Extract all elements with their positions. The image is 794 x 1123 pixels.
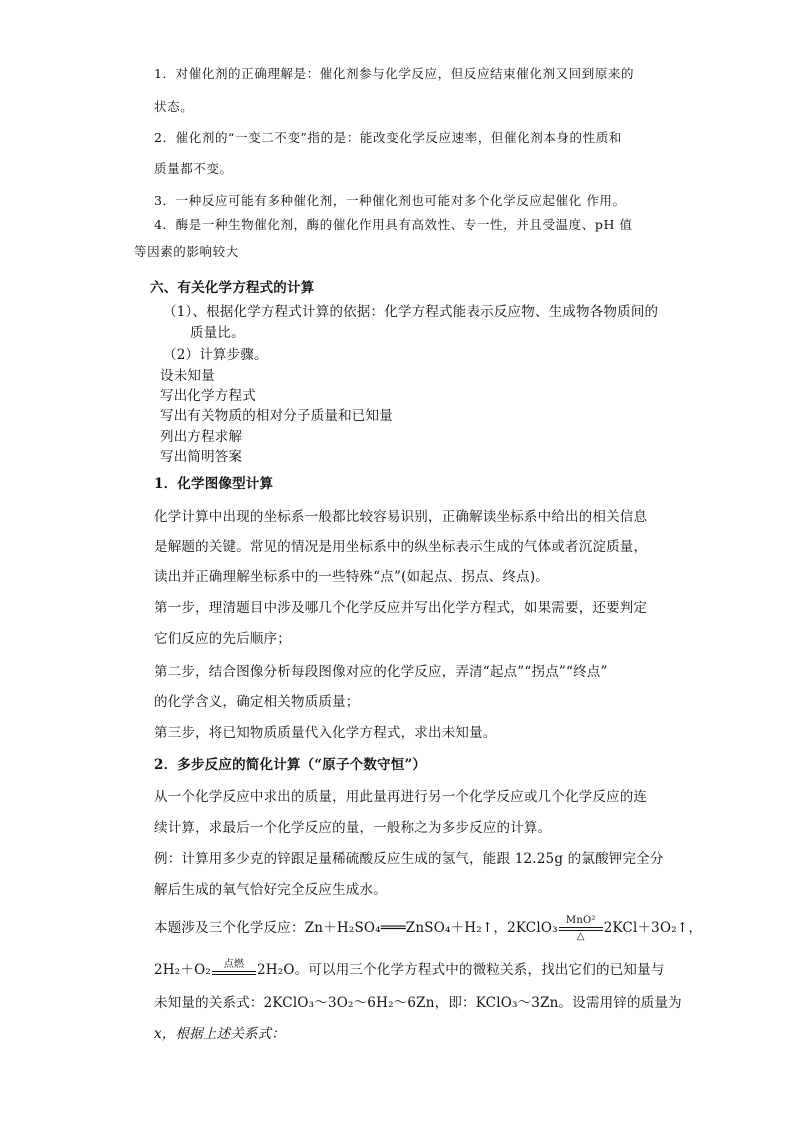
heat-symbol: △ — [576, 931, 585, 942]
calc-step-3: 写出有关物质的相对分子质量和已知量 — [160, 408, 393, 424]
equation-h2-left: 2H₂＋O₂ — [154, 962, 211, 978]
equation-zinc-acid: Zn＋H₂SO₄═══ZnSO₄＋H₂↑， — [304, 920, 508, 936]
multistep-line-1: 从一个化学反应中求出的质量，用此量再进行另一个化学反应或几个化学反应的连 — [154, 789, 648, 805]
multistep-line-4: 解后生成的氧气恰好完全反应生成水。 — [154, 882, 387, 898]
reaction-condition-arrow — [559, 915, 603, 942]
catalyst-point-1-line-2: 状态。 — [154, 99, 194, 114]
graph-calc-line-6: 第二步，结合图像分析每段图像对应的化学反应，弄清“起点”“拐点”“终点” — [154, 664, 608, 680]
catalyst-point-3: 3．一种反应可能有多种催化剂，一种催化剂也可能对多个化学反应起催化 作用。 — [154, 193, 626, 208]
graph-calc-line-8: 第三步，将已知物质质量代入化学方程式，求出未知量。 — [154, 725, 497, 741]
equation-kclo3-left: 2KClO₃ — [507, 920, 558, 936]
relation-line: 未知量的关系式：2KClO₃～3O₂～6H₂～6Zn，即：KClO₃～3Zn。设需用锌的质量为 — [154, 995, 682, 1011]
calc-step-1: 设未知量 — [160, 368, 215, 384]
multistep-heading-note: （“原子个数守恒”） — [300, 757, 427, 773]
calc-step-2: 写出化学方程式 — [160, 388, 256, 404]
catalyst-point-4-line-1: 4．酶是一种生物催化剂，酶的催化作用具有高效性、专一性，并且受温度、pH 值 — [154, 217, 633, 232]
graph-calc-line-4: 第一步，理清题目中涉及哪几个化学反应并写出化学方程式，如果需要，还要判定 — [154, 600, 648, 616]
graph-calc-heading: 1．化学图像型计算 — [154, 476, 274, 492]
last-line — [154, 1024, 285, 1044]
calc-basis-line-2: 质量比。 — [190, 325, 245, 341]
multistep-heading-row — [154, 755, 426, 775]
calc-basis-line-1: （1）、根据化学方程式计算的依据：化学方程式能表示反应物、生成物各物质间的 — [163, 304, 659, 320]
multistep-line-3: 例：计算用多少克的锌跟足量稀硫酸反应生成的氢气，能跟 12.25g 的氯酸钾完全分 — [154, 851, 664, 867]
ignition-arrow — [212, 959, 256, 975]
catalyst-point-2-line-2: 质量都不变。 — [154, 161, 233, 176]
graph-calc-line-1: 化学计算中出现的坐标系一般都比较容易识别，正确解读坐标系中给出的相关信息 — [154, 509, 648, 525]
ignition-label: 点燃 — [223, 958, 245, 970]
last-line-text: x，根据上述关系式： — [154, 1026, 286, 1042]
graph-calc-line-2: 是解题的关键。常见的情况是用坐标系中的纵坐标表示生成的气体或者沉淀质量， — [154, 539, 648, 555]
equation-kclo3-right: 2KCl＋3O₂↑， — [603, 920, 703, 936]
section-6-heading: 六、有关化学方程式的计算 — [150, 280, 315, 296]
catalyst-point-4-line-2: 等因素的影响较大 — [134, 244, 239, 259]
calc-steps-title: （2）计算步骤。 — [163, 347, 268, 363]
equation-row-1 — [154, 910, 702, 946]
catalyst-point-2-line-1: 2．催化剂的“一变二不变”指的是：能改变化学反应速率，但催化剂本身的性质和 — [154, 130, 622, 145]
calc-step-4: 列出方程求解 — [160, 429, 243, 445]
multistep-line-2: 续计算，求最后一个化学反应的量，一般称之为多步反应的计算。 — [154, 820, 552, 836]
catalyst-label: MnO² — [565, 915, 596, 926]
graph-calc-line-3: 读出并正确理解坐标系中的一些特殊“点”(如起点、拐点、终点)。 — [154, 569, 550, 585]
graph-calc-line-7: 的化学含义，确定相关物质质量； — [154, 694, 360, 710]
equation-intro: 本题涉及三个化学反应： — [154, 920, 305, 936]
graph-calc-line-5: 它们反应的先后顺序； — [154, 631, 291, 647]
catalyst-point-1-line-1: 1．对催化剂的正确理解是：催化剂参与化学反应，但反应结束催化剂又回到原来的 — [154, 66, 635, 81]
calc-step-5: 写出简明答案 — [160, 449, 243, 465]
equation-row-2 — [154, 955, 665, 985]
equation-h2-right: 2H₂O。可以用三个化学方程式中的微粒关系，找出它们的已知量与 — [256, 962, 665, 978]
multistep-heading: 2．多步反应的简化计算 — [154, 757, 301, 773]
